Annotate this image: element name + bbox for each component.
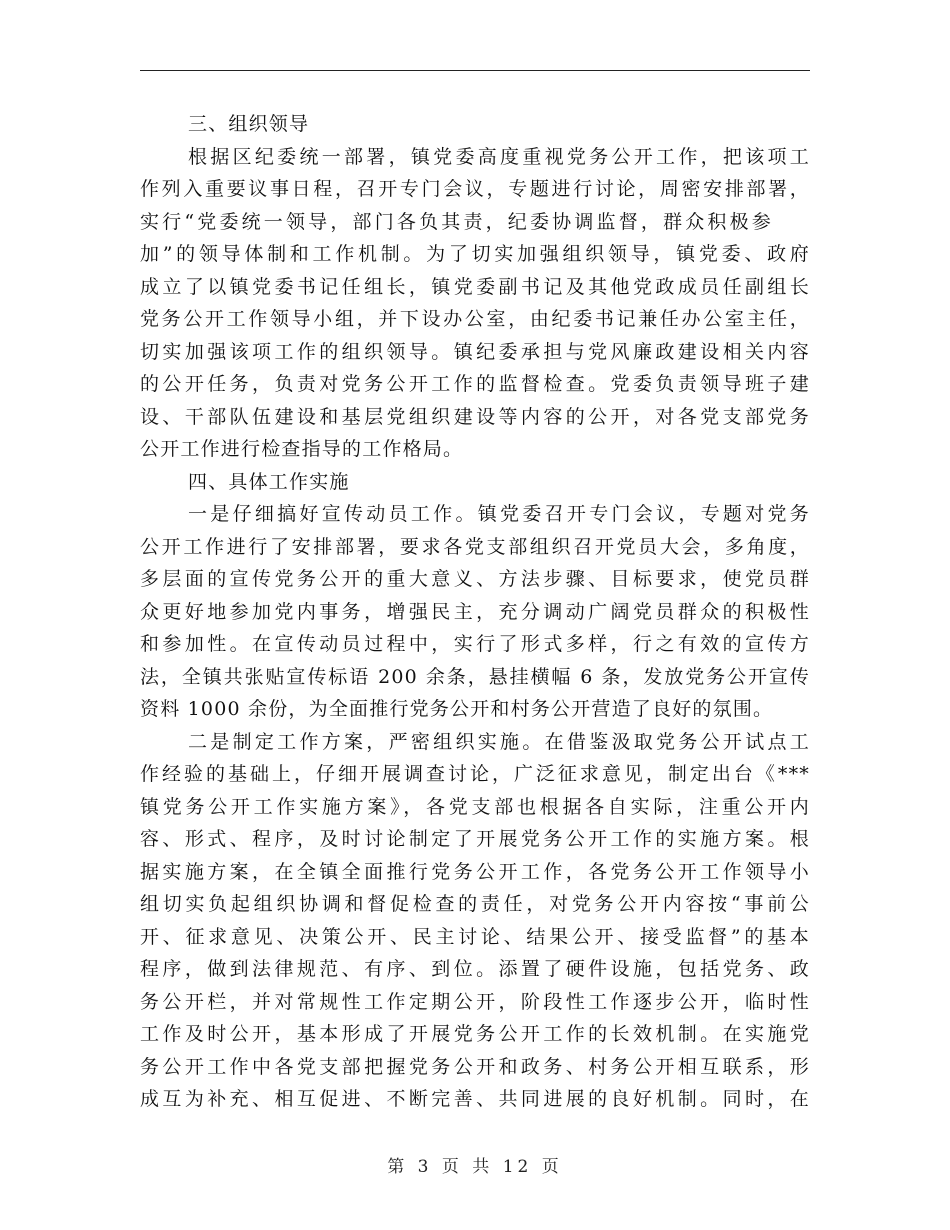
text-line: 多层面的宣传党务公开的重大意义、方法步骤、目标要求，使党员群 [140, 568, 810, 590]
paragraph-work-plan [140, 726, 810, 1116]
text-line: 据实施方案，在全镇全面推行党务公开工作，各党务公开工作领导小 [140, 860, 810, 883]
text-line: 务公开栏，并对常规性工作定期公开，阶段性工作逐步公开，临时性 [140, 990, 810, 1013]
text-line: 成立了以镇党委书记任组长，镇党委副书记及其他党政成员任副组长 [140, 275, 810, 298]
text-line: 容、形式、程序，及时讨论制定了开展党务公开工作的实施方案。根 [140, 828, 810, 850]
text-line: 二是制定工作方案，严密组织实施。在借鉴汲取党务公开试点工 [188, 730, 810, 753]
text-line: 四、具体工作实施 [188, 470, 350, 493]
text-line: 三、组织领导 [188, 113, 310, 135]
paragraph-publicity [140, 498, 810, 726]
text-line: 党务公开工作领导小组，并下设办公室，由纪委书记兼任办公室主任， [140, 308, 810, 330]
text-line: 一是仔细搞好宣传动员工作。镇党委召开专门会议，专题对党务 [188, 503, 810, 525]
text-line: 设、干部队伍建设和基层党组织建设等内容的公开，对各党支部党务 [140, 405, 810, 428]
paragraph-organization [140, 141, 810, 466]
text-line: 众更好地参加党内事务，增强民主，充分调动广阔党员群众的积极性 [140, 600, 810, 623]
text-line: 公开工作进行了安排部署，要求各党支部组织召开党员大会，多角度， [140, 535, 810, 558]
section-heading-implementation [140, 466, 810, 499]
text-line: 资料 1000 余份，为全面推行党务公开和村务公开营造了良好的氛围。 [140, 698, 774, 720]
header-rule [140, 70, 810, 71]
text-line: 和参加性。在宣传动员过程中，实行了形式多样，行之有效的宣传方 [140, 633, 810, 655]
text-line: 工作及时公开，基本形成了开展党务公开工作的长效机制。在实施党 [140, 1023, 810, 1045]
text-line: 切实加强该项工作的组织领导。镇纪委承担与党风廉政建设相关内容 [140, 340, 810, 363]
text-line: 加”的领导体制和工作机制。为了切实加强组织领导，镇党委、政府 [140, 243, 810, 265]
text-line: 公开工作进行检查指导的工作格局。 [140, 438, 464, 460]
page-footer: 第 3 页 共 12 页 [387, 1157, 563, 1177]
text-line: 镇党务公开工作实施方案》，各党支部也根据各自实际，注重公开内 [140, 795, 810, 818]
text-line: 作列入重要议事日程，召开专门会议，专题进行讨论，周密安排部署， [140, 178, 810, 200]
text-line: 开、征求意见、决策公开、民主讨论、结果公开、接受监督”的基本 [140, 925, 810, 948]
text-line: 成互为补充、相互促进、不断完善、共同进展的良好机制。同时，在 [140, 1088, 810, 1110]
text-line: 法，全镇共张贴宣传标语 200 余条，悬挂横幅 6 条，发放党务公开宣传 [140, 665, 810, 688]
text-line: 务公开工作中各党支部把握党务公开和政务、村务公开相互联系，形 [140, 1055, 810, 1078]
text-line: 程序，做到法律规范、有序、到位。添置了硬件设施，包括党务、政 [140, 958, 810, 980]
section-heading-organization [140, 108, 810, 141]
text-line: 根据区纪委统一部署，镇党委高度重视党务公开工作，把该项工 [188, 145, 810, 168]
text-line: 实行“党委统一领导，部门各负其责，纪委协调监督，群众积极参 [140, 210, 772, 233]
text-line: 作经验的基础上，仔细开展调查讨论，广泛征求意见，制定出台《*** [140, 763, 810, 785]
text-line: 组切实负起组织协调和督促检查的责任，对党务公开内容按“事前公 [140, 893, 810, 915]
text-line: 的公开任务，负责对党务公开工作的监督检查。党委负责领导班子建 [140, 373, 810, 395]
document-body [140, 108, 810, 1116]
